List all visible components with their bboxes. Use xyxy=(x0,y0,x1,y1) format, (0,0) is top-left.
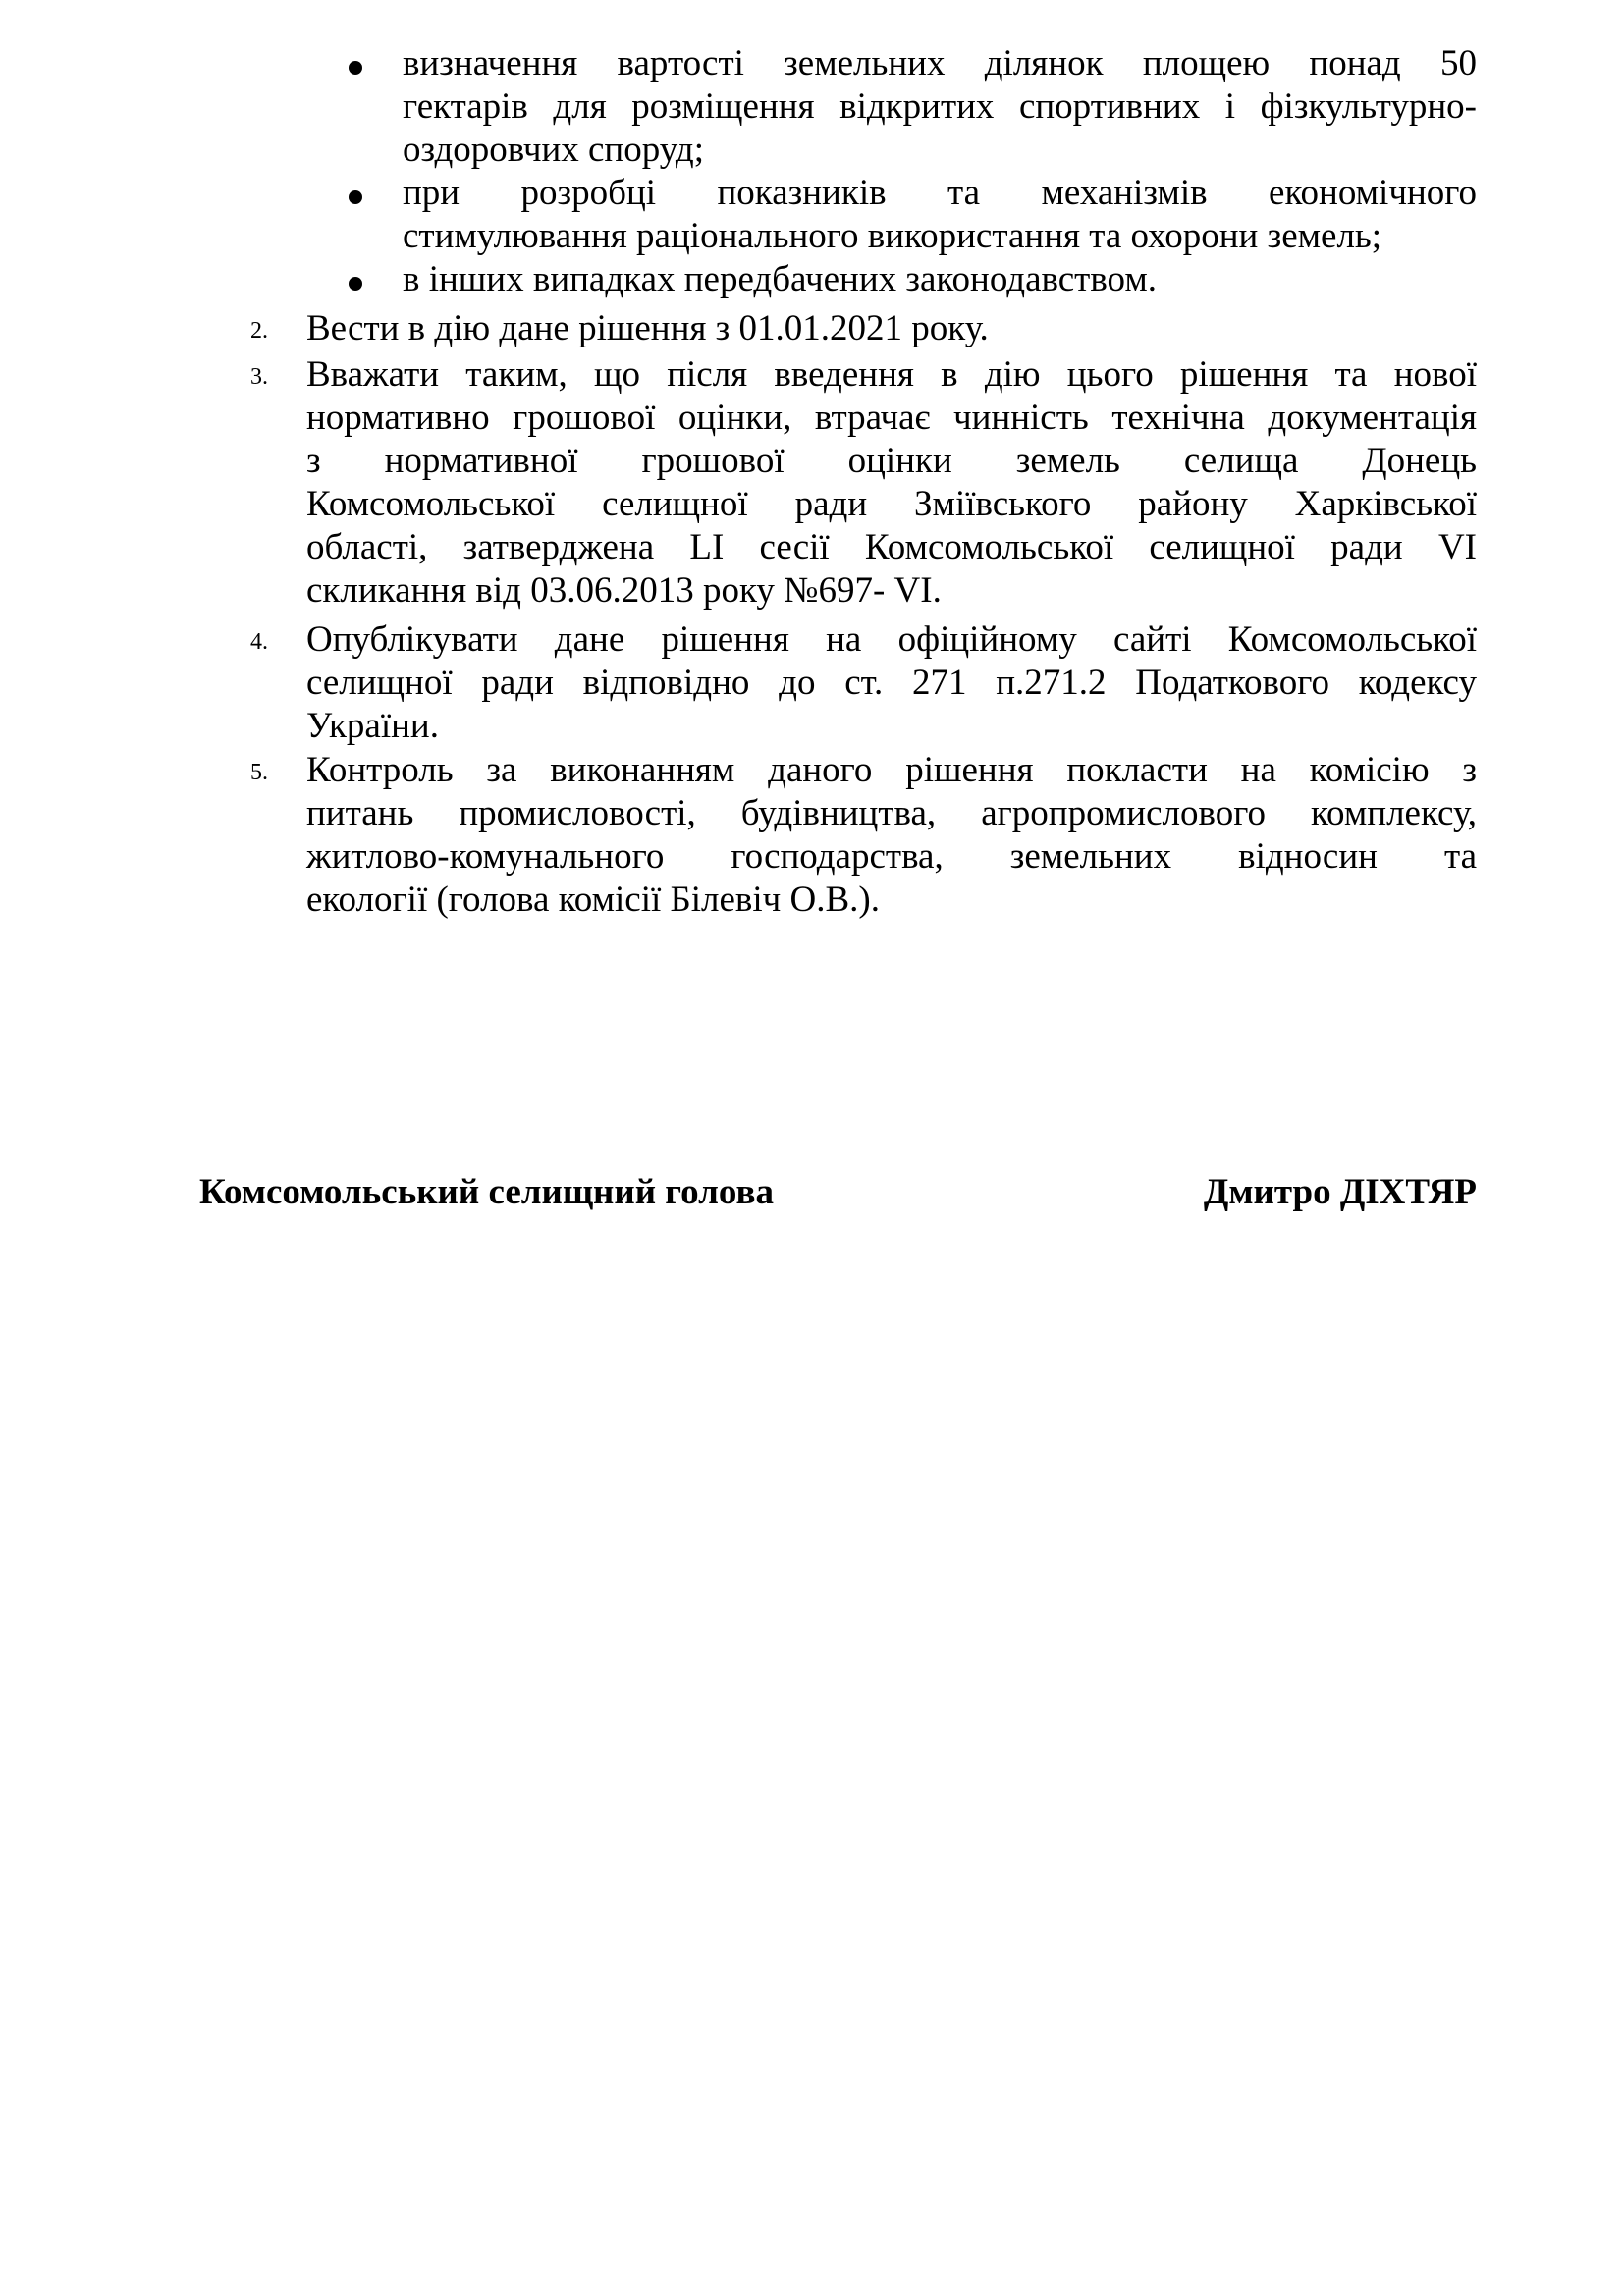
list-item-line: нормативно грошової оцінки, втрачає чинність технічна документація xyxy=(306,398,1477,438)
list-item-line: Вважати таким, що після введення в дію цього рішення та нової xyxy=(306,354,1477,395)
list-item-line: скликання від 03.06.2013 року №697- VI. xyxy=(306,570,942,611)
signature-name: Дмитро ДІХТЯР xyxy=(1203,1172,1477,1212)
list-number: 4. xyxy=(250,629,268,655)
list-item-line: екології (голова комісії Білевіч О.В.). xyxy=(306,880,880,920)
list-item-line: області, затверджена LI сесії Комсомольської селищної ради VI xyxy=(306,527,1477,567)
list-item-line: Опублікувати дане рішення на офіційному сайті Комсомольської xyxy=(306,619,1477,660)
bullet-marker xyxy=(349,190,362,204)
list-item-line: України. xyxy=(306,706,439,746)
list-number: 2. xyxy=(250,318,268,344)
list-item-line: питань промисловості, будівництва, агропромислового комплексу, xyxy=(306,793,1477,833)
list-item-line: з нормативної грошової оцінки земель селища Донець xyxy=(306,441,1477,481)
bullet-line: в інших випадках передбачених законодавством. xyxy=(403,259,1158,299)
bullet-line: гектарів для розміщення відкритих спортивних і фізкультурно- xyxy=(403,86,1477,127)
list-item-line: Вести в дію дане рішення з 01.01.2021 року. xyxy=(306,308,989,348)
signature-position: Комсомольський селищний голова xyxy=(199,1172,774,1212)
bullet-line: стимулювання раціонального використання та охорони земель; xyxy=(403,216,1382,256)
bullet-line: визначення вартості земельних ділянок площею понад 50 xyxy=(403,43,1477,83)
list-number: 5. xyxy=(250,760,268,785)
list-number: 3. xyxy=(250,364,268,390)
bullet-marker xyxy=(349,277,362,291)
list-item-line: житлово-комунального господарства, земельних відносин та xyxy=(306,836,1477,877)
list-item-line: Контроль за виконанням даного рішення покласти на комісію з xyxy=(306,750,1477,790)
list-item-line: селищної ради відповідно до ст. 271 п.271.2 Податкового кодексу xyxy=(306,663,1477,703)
bullet-marker xyxy=(349,61,362,75)
list-item-line: Комсомольської селищної ради Зміївського району Харківської xyxy=(306,484,1477,524)
bullet-line: оздоровчих споруд; xyxy=(403,130,705,170)
bullet-line: при розробці показників та механізмів економічного xyxy=(403,173,1477,213)
